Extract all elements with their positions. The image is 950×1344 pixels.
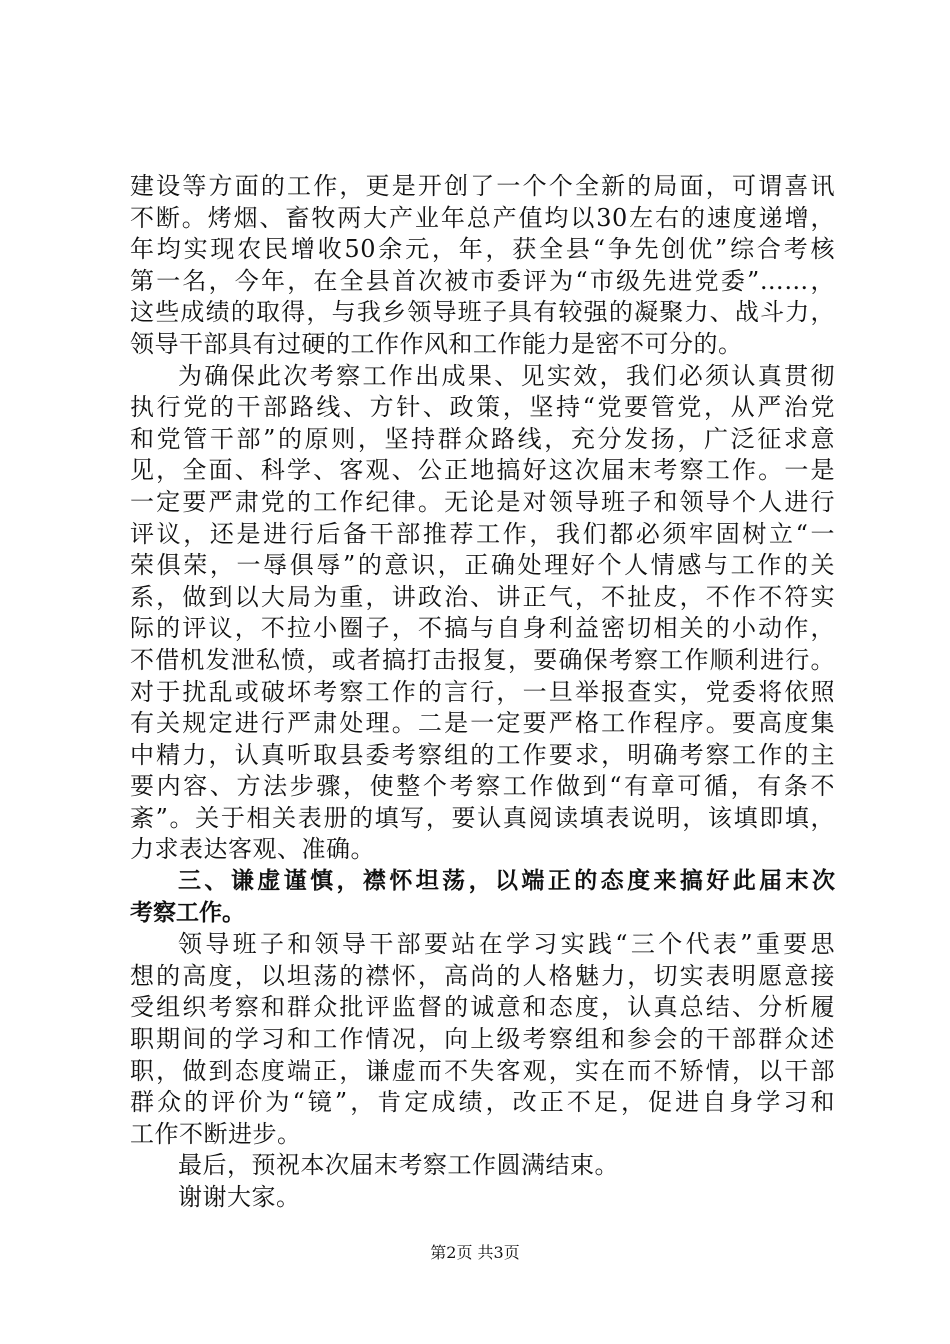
- paragraph-line: 这些成绩的取得，与我乡领导班子具有较强的凝聚力、战斗力，: [130, 298, 835, 327]
- section-heading: 考察工作。: [130, 899, 245, 926]
- paragraph-line: 评议，还是进行后备干部推荐工作，我们都必须牢固树立“一: [130, 519, 835, 548]
- paragraph-line: 一定要严肃党的工作纪律。无论是对领导班子和领导个人进行: [130, 487, 835, 516]
- document-body: [130, 171, 835, 1214]
- paragraph-line: 有关规定进行严肃处理。二是一定要严格工作程序。要高度集: [130, 709, 835, 738]
- paragraph-line: 紊”。关于相关表册的填写，要认真阅读填表说明，该填即填，: [130, 803, 835, 832]
- paragraph-line: 荣俱荣，一辱俱辱”的意识，正确处理好个人情感与工作的关: [130, 551, 835, 580]
- paragraph-line: 最后，预祝本次届末考察工作圆满结束。: [178, 1151, 619, 1180]
- paragraph-line: 受组织考察和群众批评监督的诚意和态度，认真总结、分析履: [130, 993, 835, 1022]
- paragraph-line: 和党管干部”的原则，坚持群众路线，充分发扬，广泛征求意: [130, 424, 835, 453]
- paragraph-line: 谢谢大家。: [178, 1183, 301, 1211]
- paragraph-line: 际的评议，不拉小圈子，不搞与自身利益密切相关的小动作，: [130, 614, 835, 643]
- paragraph-line: 力求表达客观、准确。: [130, 835, 375, 864]
- section-heading: 三、谦虚谨慎，襟怀坦荡，以端正的态度来搞好此届末次: [178, 868, 835, 895]
- paragraph-line: 年均实现农民增收50余元，年，获全县“争先创优”综合考核: [130, 235, 835, 264]
- paragraph-line: 要内容、方法步骤，使整个考察工作做到“有章可循，有条不: [130, 772, 835, 801]
- paragraph-line: 工作不断进步。: [130, 1119, 302, 1148]
- paragraph-line: 见，全面、科学、客观、公正地搞好这次届末考察工作。一是: [130, 456, 835, 485]
- paragraph-line: 职期间的学习和工作情况，向上级考察组和参会的干部群众述: [130, 1025, 835, 1054]
- paragraph-line: 不断。烤烟、畜牧两大产业年总产值均以30左右的速度递增，: [130, 203, 835, 232]
- paragraph-line: 不借机发泄私愤，或者搞打击报复，要确保考察工作顺利进行。: [130, 645, 835, 674]
- paragraph-line: 第一名，今年，在全县首次被市委评为“市级先进党委”……，: [130, 266, 835, 295]
- paragraph-line: 领导干部具有过硬的工作作风和工作能力是密不可分的。: [130, 329, 743, 358]
- page-footer: 第2页 共3页: [430, 1243, 520, 1262]
- paragraph-line: 想的高度，以坦荡的襟怀，高尚的人格魅力，切实表明愿意接: [130, 961, 835, 990]
- paragraph-line: 建设等方面的工作，更是开创了一个个全新的局面，可谓喜讯: [130, 172, 835, 200]
- paragraph-line: 执行党的干部路线、方针、政策，坚持“党要管党，从严治党: [130, 393, 835, 422]
- paragraph-line: 职，做到态度端正，谦虚而不失客观，实在而不矫情，以干部: [130, 1056, 835, 1085]
- paragraph-line: 系，做到以大局为重，讲政治、讲正气，不扯皮，不作不符实: [130, 582, 835, 611]
- paragraph-line: 群众的评价为“镜”，肯定成绩，改正不足，促进自身学习和: [130, 1088, 835, 1117]
- paragraph-line: 对于扰乱或破坏考察工作的言行，一旦举报查实，党委将依照: [130, 677, 835, 706]
- paragraph-line: 为确保此次考察工作出成果、见实效，我们必须认真贯彻: [178, 361, 835, 390]
- paragraph-line: 中精力，认真听取县委考察组的工作要求，明确考察工作的主: [130, 740, 835, 769]
- paragraph-line: 领导班子和领导干部要站在学习实践“三个代表”重要思: [178, 930, 835, 959]
